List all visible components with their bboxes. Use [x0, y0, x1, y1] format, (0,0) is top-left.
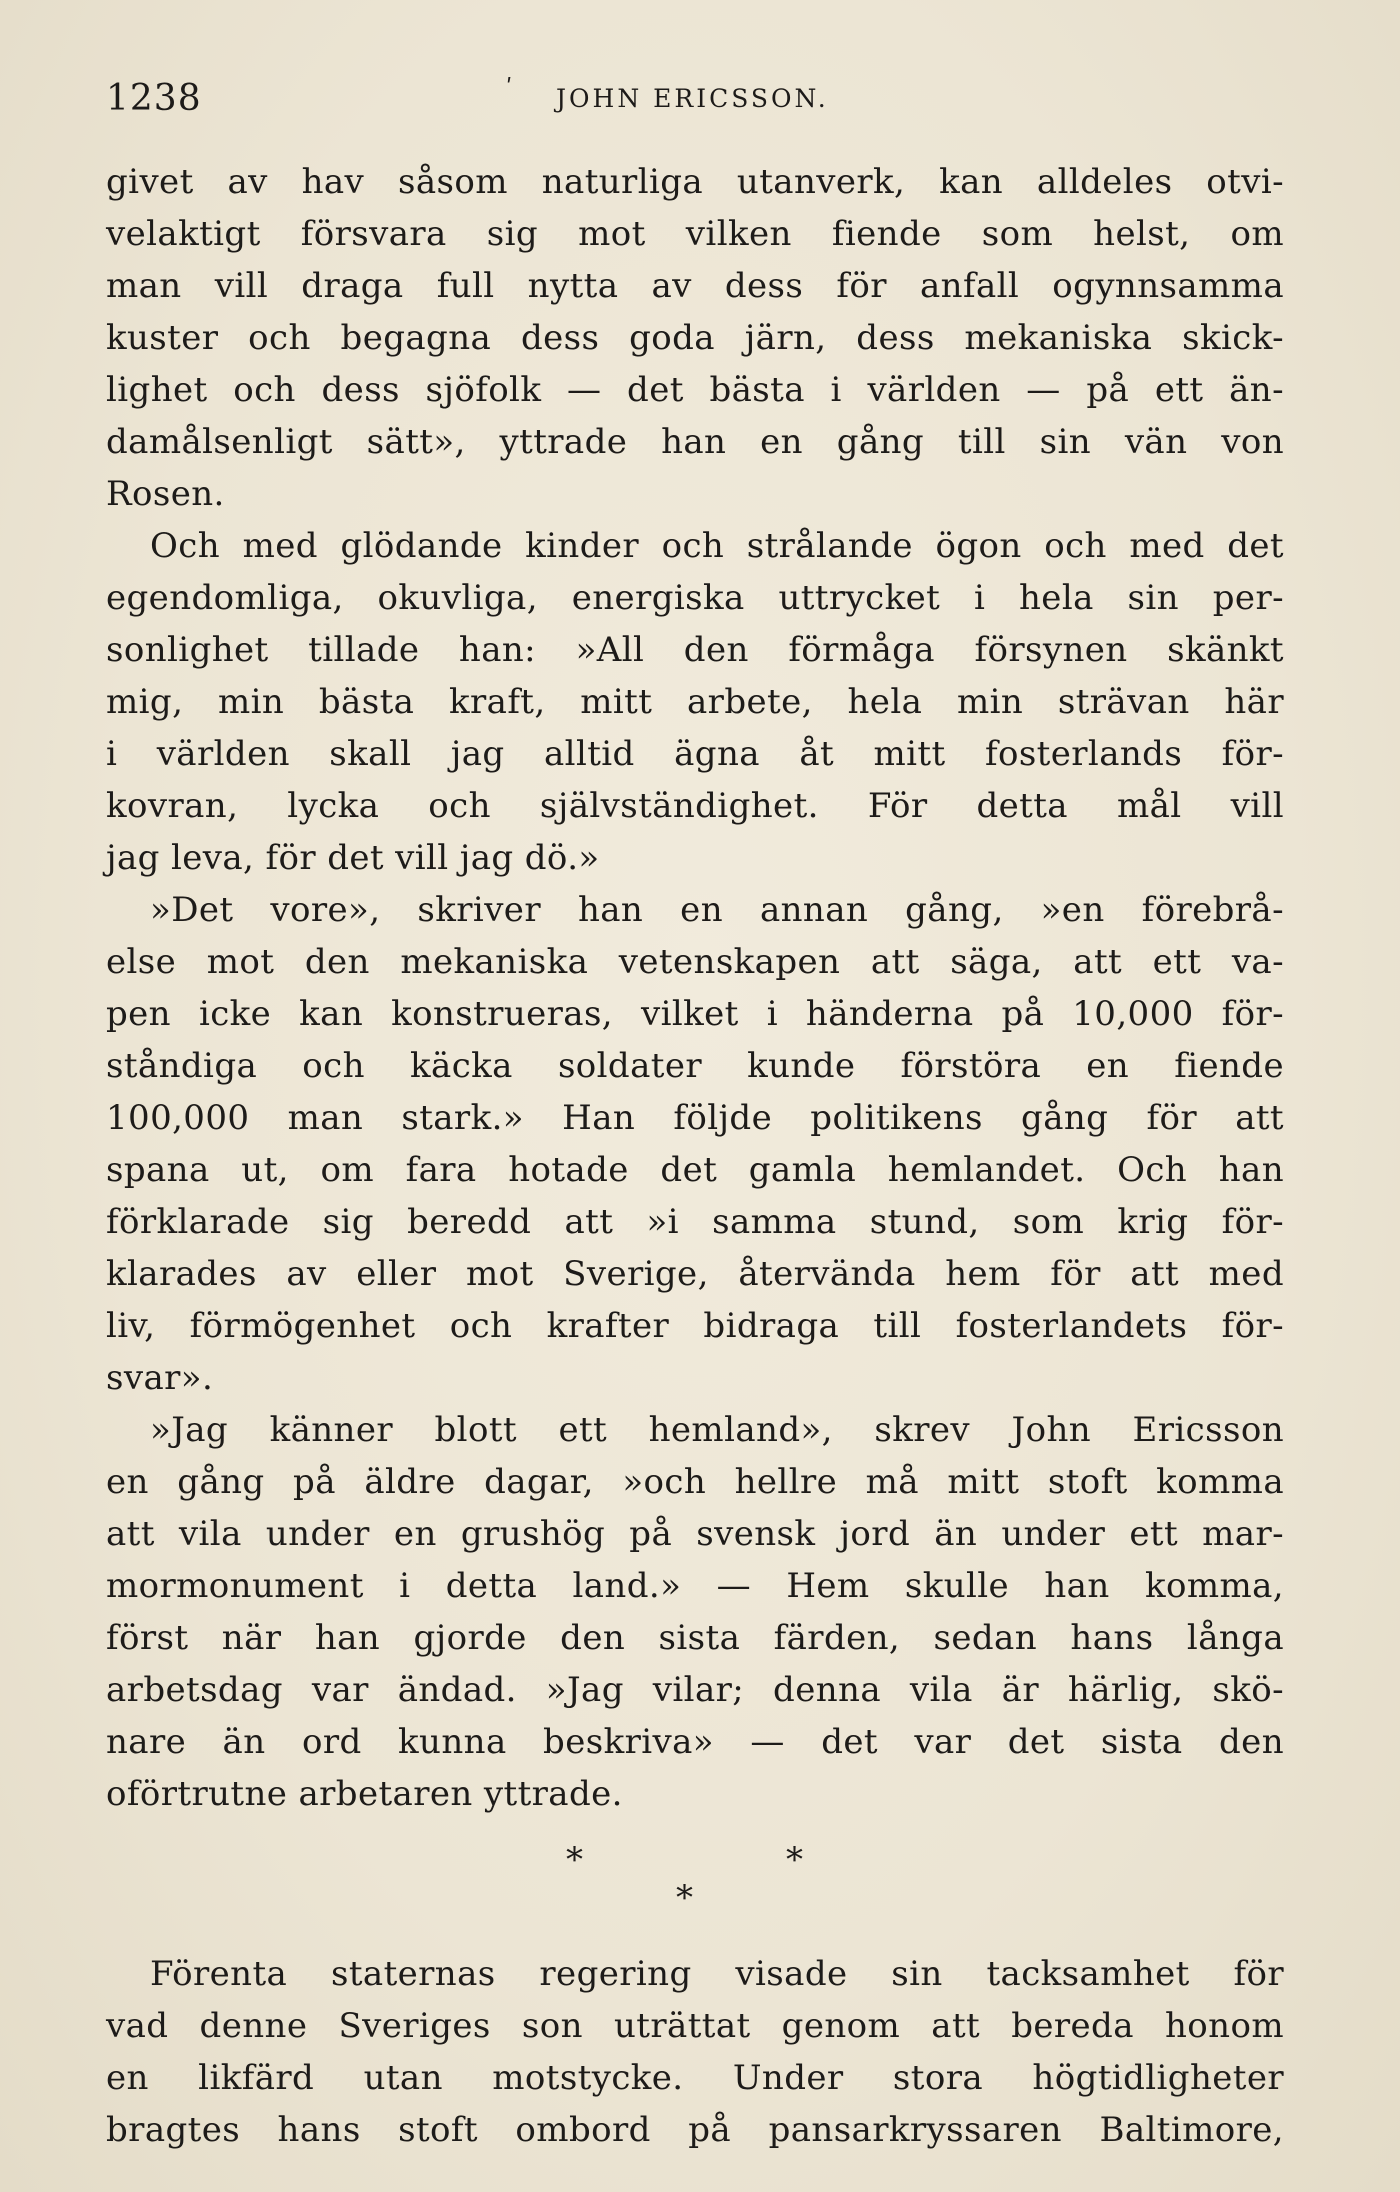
- paragraph: [106, 884, 1284, 1404]
- text-line: svar».: [106, 1358, 214, 1398]
- text-line: Och med glödande kinder och strålande ögon och med det: [150, 526, 1284, 566]
- text-line: Rosen.: [106, 474, 225, 514]
- paragraph: [106, 1948, 1284, 2156]
- text-line: Förenta staternas regering visade sin tacksamhet för: [150, 1954, 1284, 1994]
- text-line: vad denne Sveriges son uträttat genom att bereda honom: [106, 2006, 1284, 2046]
- text-line: en likfärd utan motstycke. Under stora högtidligheter: [106, 2058, 1284, 2098]
- text-line: arbetsdag var ändad. »Jag vilar; denna vila är härlig, skö-: [106, 1670, 1284, 1710]
- text-line: lighet och dess sjöfolk — det bästa i världen — på ett än-: [106, 370, 1284, 410]
- running-head: JOHN ERICSSON.: [556, 84, 829, 113]
- page-number: 1238: [106, 78, 202, 119]
- text-line: kovran, lycka och självständighet. För detta mål vill: [106, 786, 1284, 826]
- paragraph: [106, 1404, 1284, 1820]
- text-line: pen icke kan konstrueras, vilket i händerna på 10,000 för-: [106, 994, 1284, 1034]
- text-line: man vill draga full nytta av dess för anfall ogynnsamma: [106, 266, 1284, 306]
- text-line: i världen skall jag alltid ägna åt mitt fosterlands för-: [106, 734, 1284, 774]
- paragraph: [106, 156, 1284, 520]
- paragraph: [106, 520, 1284, 884]
- text-line: jag leva, för det vill jag dö.»: [106, 838, 600, 878]
- text-line: först när han gjorde den sista färden, sedan hans långa: [106, 1618, 1284, 1658]
- text-line: »Det vore», skriver han en annan gång, »en förebrå-: [150, 890, 1284, 930]
- section-break: [106, 1820, 1284, 1920]
- text-line: mig, min bästa kraft, mitt arbete, hela min strävan här: [106, 682, 1284, 722]
- text-line: kuster och begagna dess goda järn, dess mekaniska skick-: [106, 318, 1284, 358]
- text-line: 100,000 man stark.» Han följde politikens gång för att: [106, 1098, 1284, 1138]
- text-line: velaktigt försvara sig mot vilken fiende som helst, om: [106, 214, 1284, 254]
- text-line: liv, förmögenhet och krafter bidraga till fosterlandets för-: [106, 1306, 1284, 1346]
- text-line: klarades av eller mot Sverige, återvända hem för att med: [106, 1254, 1284, 1294]
- text-line: spana ut, om fara hotade det gamla hemlandet. Och han: [106, 1150, 1284, 1190]
- text-line: mormonument i detta land.» — Hem skulle han komma,: [106, 1566, 1284, 1606]
- text-line: givet av hav såsom naturliga utanverk, kan alldeles otvi-: [106, 162, 1284, 202]
- asterisk: *: [566, 1840, 583, 1880]
- asterisk: *: [786, 1840, 803, 1880]
- text-line: egendomliga, okuvliga, energiska uttrycket i hela sin per-: [106, 578, 1284, 618]
- text-line: förklarade sig beredd att »i samma stund, som krig för-: [106, 1202, 1284, 1242]
- text-line: oförtrutne arbetaren yttrade.: [106, 1774, 623, 1814]
- text-line: en gång på äldre dagar, »och hellre må mitt stoft komma: [106, 1462, 1284, 1502]
- text-line: bragtes hans stoft ombord på pansarkryssaren Baltimore,: [106, 2110, 1284, 2150]
- body-text: [106, 156, 1284, 2156]
- text-line: damålsenligt sätt», yttrade han en gång till sin vän von: [106, 422, 1284, 462]
- text-line: ståndiga och käcka soldater kunde förstöra en fiende: [106, 1046, 1284, 1086]
- text-line: sonlighet tillade han: »All den förmåga försynen skänkt: [106, 630, 1284, 670]
- text-line: else mot den mekaniska vetenskapen att säga, att ett va-: [106, 942, 1284, 982]
- asterisk: *: [676, 1878, 693, 1918]
- page-header: [106, 78, 1306, 128]
- text-line: att vila under en grushög på svensk jord än under ett mar-: [106, 1514, 1284, 1554]
- text-line: nare än ord kunna beskriva» — det var det sista den: [106, 1722, 1284, 1762]
- printer-mark: ʹ: [506, 76, 513, 101]
- text-line: »Jag känner blott ett hemland», skrev John Ericsson: [150, 1410, 1284, 1450]
